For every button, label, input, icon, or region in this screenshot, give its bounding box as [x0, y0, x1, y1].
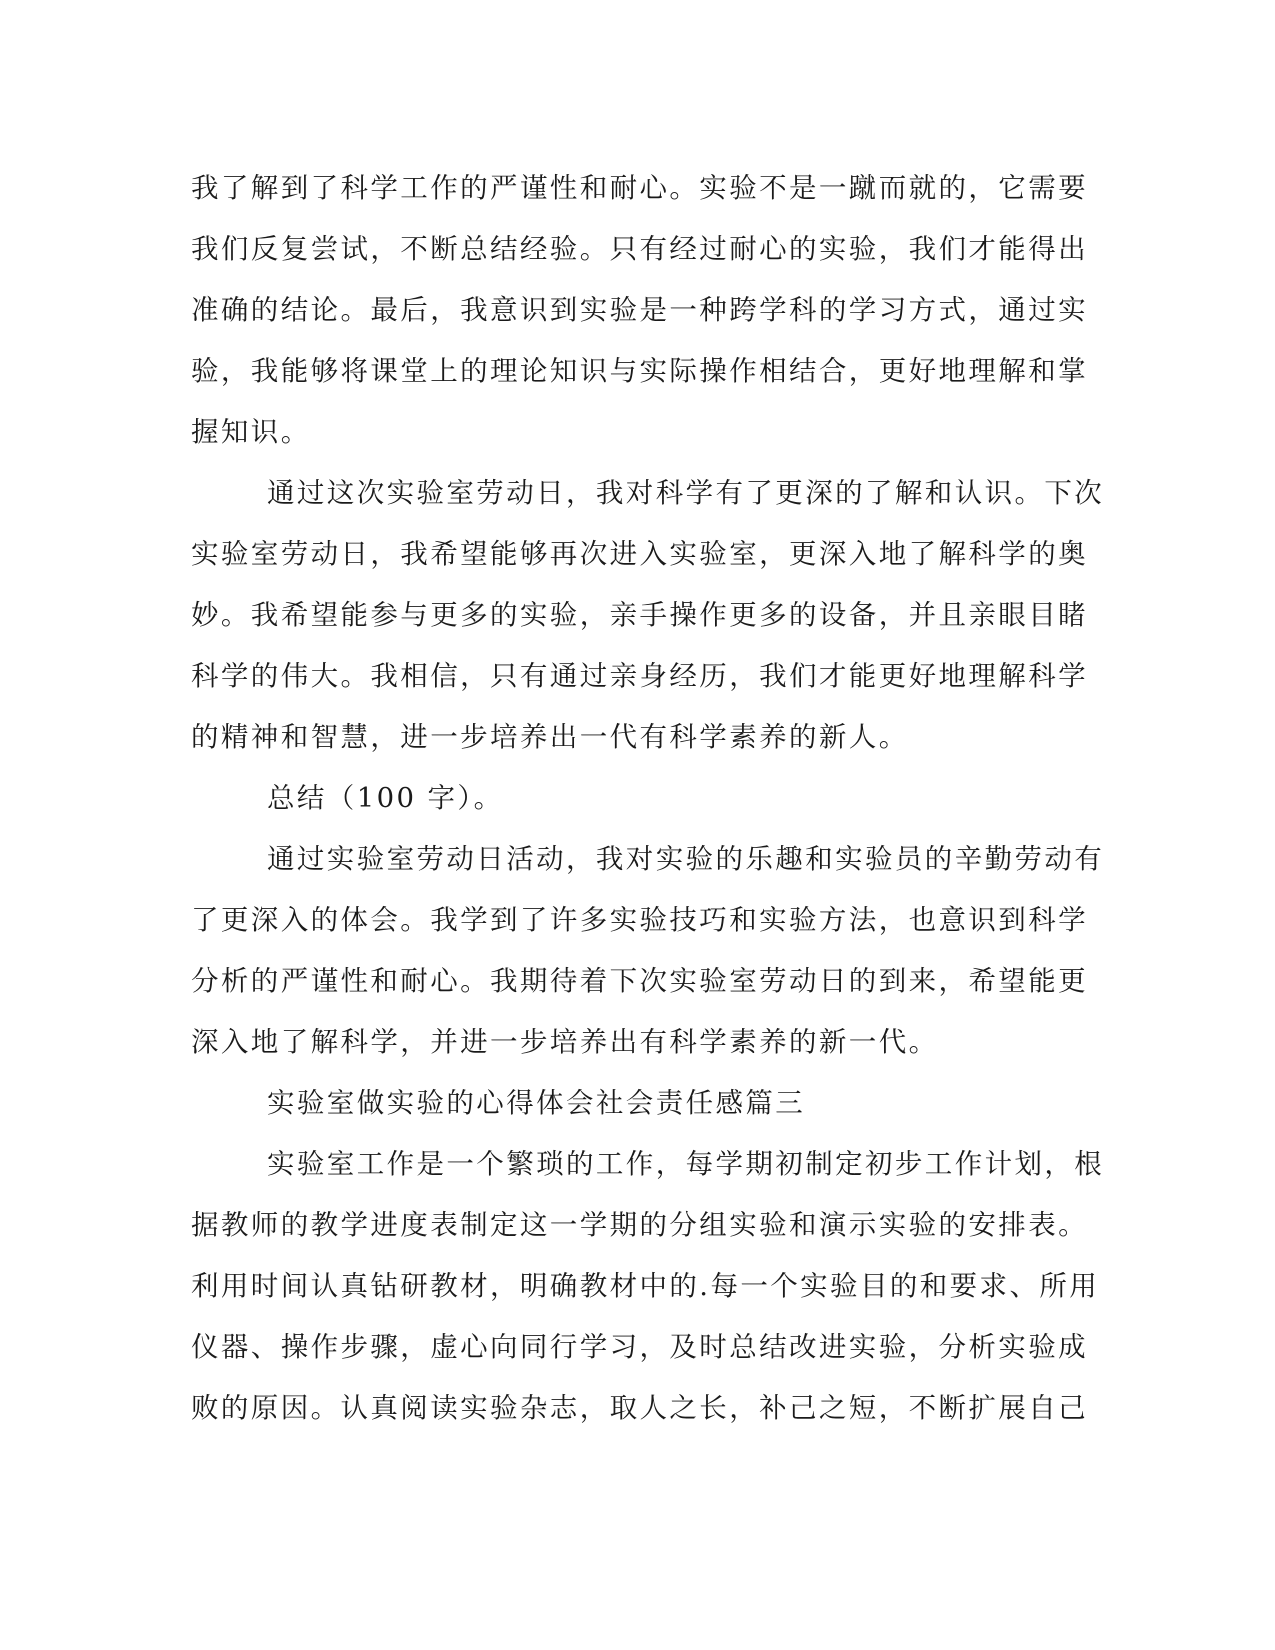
text-line: 深入地了解科学，并进一步培养出有科学素养的新一代。 — [191, 1026, 939, 1058]
paragraph — [191, 1134, 1105, 1439]
paragraph — [191, 829, 1105, 1073]
text-line: 妙。我希望能参与更多的实验，亲手操作更多的设备，并且亲眼目睹 — [191, 599, 1088, 631]
text-line: 科学的伟大。我相信，只有通过亲身经历，我们才能更好地理解科学 — [191, 660, 1088, 692]
text-line: 实验室劳动日，我希望能够再次进入实验室，更深入地了解科学的奥 — [191, 538, 1088, 570]
text-line: 验，我能够将课堂上的理论知识与实际操作相结合，更好地理解和掌 — [191, 355, 1088, 387]
text-line: 我了解到了科学工作的严谨性和耐心。实验不是一蹴而就的，它需要 — [191, 172, 1088, 204]
text-line: 的精神和智慧，进一步培养出一代有科学素养的新人。 — [191, 721, 909, 753]
paragraph — [191, 158, 1088, 463]
text-line: 据教师的教学进度表制定这一学期的分组实验和演示实验的安排表。 — [191, 1209, 1088, 1241]
section-heading — [191, 768, 1083, 829]
text-line: 败的原因。认真阅读实验杂志，取人之长，补己之短，不断扩展自己 — [191, 1392, 1088, 1424]
text-line: 通过实验室劳动日活动，我对实验的乐趣和实验员的辛勤劳动有 — [267, 843, 1105, 875]
paragraph — [191, 463, 1105, 768]
document-body — [191, 158, 1105, 1439]
text-line: 分析的严谨性和耐心。我期待着下次实验室劳动日的到来，希望能更 — [191, 965, 1088, 997]
text-line: 我们反复尝试，不断总结经验。只有经过耐心的实验，我们才能得出 — [191, 233, 1088, 265]
text-line: 准确的结论。最后，我意识到实验是一种跨学科的学习方式，通过实 — [191, 294, 1088, 326]
text-line: 实验室工作是一个繁琐的工作，每学期初制定初步工作计划，根 — [267, 1148, 1105, 1180]
text-line: 利用时间认真钻研教材，明确教材中的.每一个实验目的和要求、所用 — [191, 1270, 1100, 1302]
text-line: 了更深入的体会。我学到了许多实验技巧和实验方法，也意识到科学 — [191, 904, 1088, 936]
text-line: 实验室做实验的心得体会社会责任感篇三 — [267, 1087, 806, 1119]
text-line: 总结（100 字）。 — [267, 782, 504, 814]
text-line: 通过这次实验室劳动日，我对科学有了更深的了解和认识。下次 — [267, 477, 1105, 509]
section-heading — [191, 1073, 1083, 1134]
text-line: 握知识。 — [191, 416, 311, 448]
text-line: 仪器、操作步骤，虚心向同行学习，及时总结改进实验，分析实验成 — [191, 1331, 1088, 1363]
